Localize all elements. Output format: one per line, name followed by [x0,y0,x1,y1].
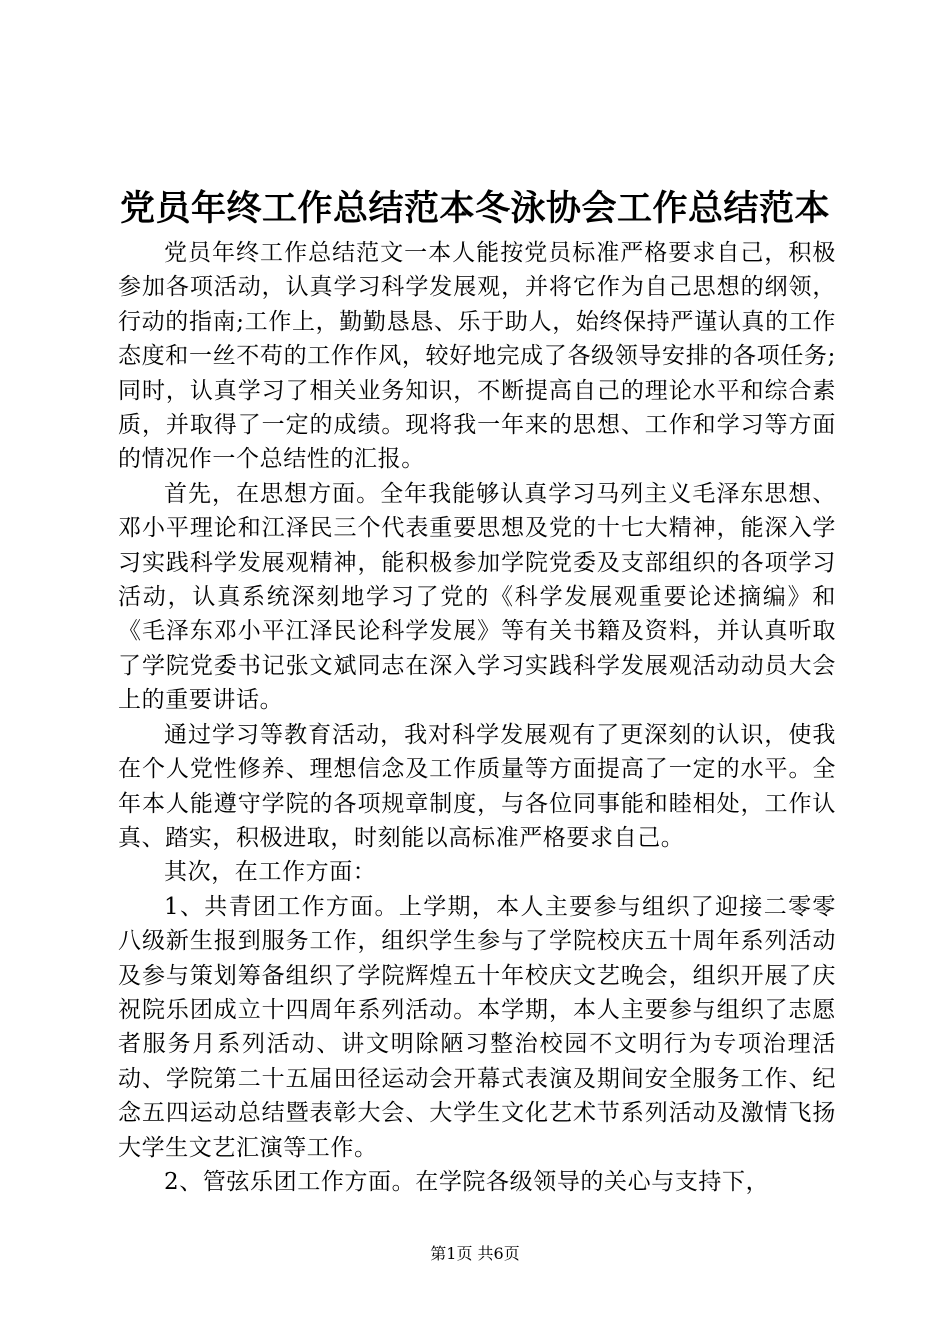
paragraph-orchestra: 2、管弦乐团工作方面。在学院各级领导的关心与支持下， [164,1168,770,1195]
page-footer: 第1页 共6页 [430,1244,520,1263]
document-title: 党员年终工作总结范本冬泳协会工作总结范本 [119,189,830,229]
paragraph-intro: 党员年终工作总结范文一本人能按党员标准严格要求自己，积极参加各项活动，认真学习科学发展观，并将它作为自己思想的纲领，行动的指南;工作上，勤勤恳恳、乐于助人，始终保持严谨认真的工作态度和一丝不苟的工作作风，较好地完成了各级领导安排的各项任务;同时，认真学习了相关业务知识，不断提高自己的理论水平和综合素质，并取得了一定的成绩。现将我一年来的思想、工作和学习等方面的情况作一个总结性的汇报。 [118,240,836,473]
document-body [118,236,836,1199]
paragraph-youth-league: 1、共青团工作方面。上学期，本人主要参与组织了迎接二零零八级新生报到服务工作，组织学生参与了学院校庆五十周年系列活动及参与策划筹备组织了学院辉煌五十年校庆文艺晚会，组织开展了庆祝院乐团成立十四周年系列活动。本学期，本人主要参与组织了志愿者服务月系列活动、讲文明除陋习整治校园不文明行为专项治理活动、学院第二十五届田径运动会开幕式表演及期间安全服务工作、纪念五四运动总结暨表彰大会、大学生文化艺术节系列活动及激情飞扬大学生文艺汇演等工作。 [118,893,836,1161]
paragraph-work-heading: 其次，在工作方面： [164,859,377,886]
paragraph-thought: 首先，在思想方面。全年我能够认真学习马列主义毛泽东思想、邓小平理论和江泽民三个代表重要思想及党的十七大精神，能深入学习实践科学发展观精神，能积极参加学院党委及支部组织的各项学习活动，认真系统深刻地学习了党的《科学发展观重要论述摘编》和《毛泽东邓小平江泽民论科学发展》等有关书籍及资料，并认真听取了学院党委书记张文斌同志在深入学习实践科学发展观活动动员大会上的重要讲话。 [118,480,836,714]
paragraph-study-result: 通过学习等教育活动，我对科学发展观有了更深刻的认识，使我在个人党性修养、理想信念及工作质量等方面提高了一定的水平。全年本人能遵守学院的各项规章制度，与各位同事能和睦相处，工作认真、踏实，积极进取，时刻能以高标准严格要求自己。 [118,721,836,851]
